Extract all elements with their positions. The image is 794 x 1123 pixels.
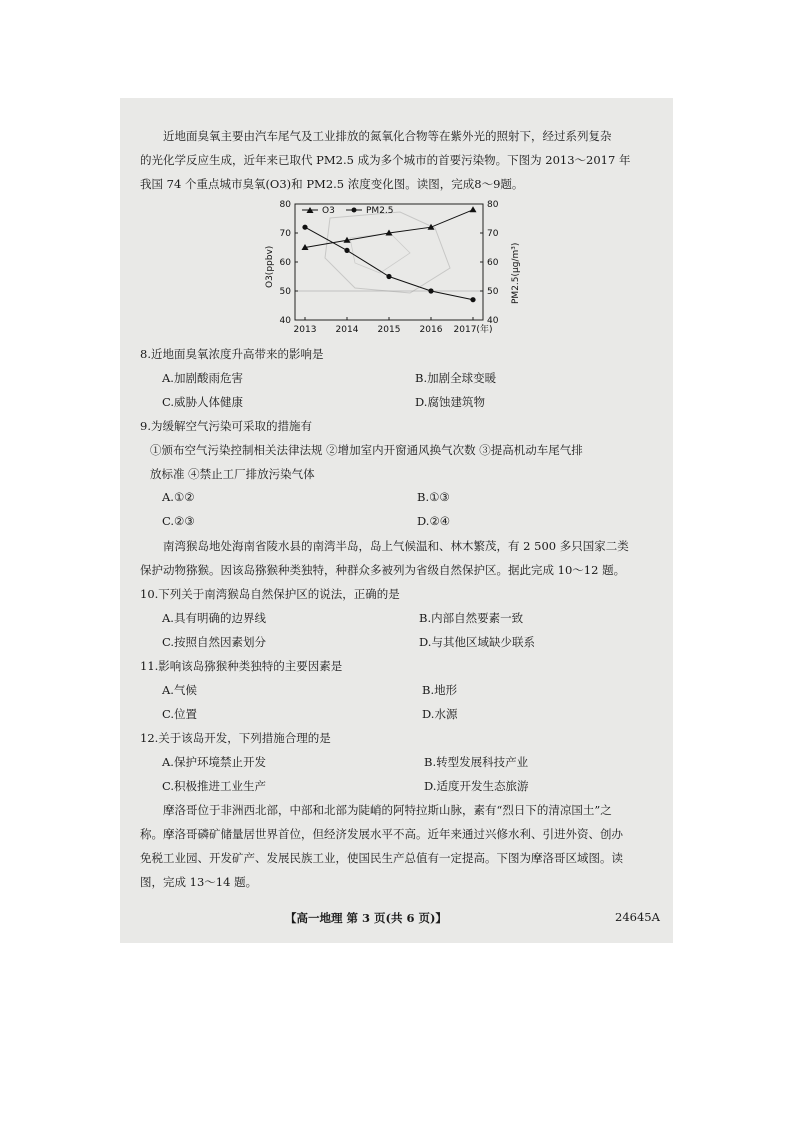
right-tick-label: 60 bbox=[487, 258, 499, 268]
q10-option-a: A.具有明确的边界线 bbox=[162, 611, 266, 625]
intro3-line-1: 摩洛哥位于非洲西北部，中部和北部为陡峭的阿特拉斯山脉，素有“烈日下的清凉国土”之 bbox=[163, 803, 612, 817]
question-8-stem: 8.近地面臭氧浓度升高带来的影响是 bbox=[140, 347, 324, 361]
right-tick-label: 70 bbox=[487, 229, 499, 239]
q9-statements-line-2: 放标准 ④禁止工厂排放污染气体 bbox=[150, 467, 315, 481]
left-axis-label: O3(ppbv) bbox=[265, 245, 275, 288]
page-footer: 【高一地理 第 3 页(共 6 页)】 bbox=[285, 911, 447, 925]
right-tick-label: 40 bbox=[487, 316, 499, 326]
x-tick-label: 2013 bbox=[293, 325, 317, 335]
question-10-stem: 10.下列关于南湾猴岛自然保护区的说法，正确的是 bbox=[140, 587, 400, 601]
intro2-line-1: 南湾猴岛地处海南省陵水县的南湾半岛，岛上气候温和、林木繁茂，有 2 500 多只国家二类 bbox=[163, 539, 629, 553]
q10-option-c: C.按照自然因素划分 bbox=[162, 635, 267, 649]
x-tick-label: 2015 bbox=[377, 325, 401, 335]
pm25-data-point bbox=[302, 225, 307, 230]
left-tick-label: 60 bbox=[279, 258, 291, 268]
q9-option-d: D.②④ bbox=[417, 514, 451, 528]
q8-option-c: C.威胁人体健康 bbox=[162, 395, 244, 409]
q12-option-a: A.保护环境禁止开发 bbox=[162, 755, 266, 769]
right-axis-label: PM2.5(μg/m³) bbox=[511, 242, 521, 304]
intro3-line-3: 免税工业园、开发矿产、发展民族工业，使国民生产总值有一定提高。下图为摩洛哥区域图。读 bbox=[140, 851, 623, 865]
q11-option-d: D.水源 bbox=[422, 707, 458, 721]
question-11-stem: 11.影响该岛猕猴种类独特的主要因素是 bbox=[140, 659, 343, 673]
q8-option-a: A.加剧酸雨危害 bbox=[162, 371, 243, 385]
q9-option-a: A.①② bbox=[162, 490, 195, 504]
intro3-line-4: 图，完成 13～14 题。 bbox=[140, 875, 258, 889]
q8-option-b: B.加剧全球变暖 bbox=[415, 371, 497, 385]
exam-page bbox=[120, 98, 673, 943]
question-9-stem: 9.为缓解空气污染可采取的措施有 bbox=[140, 419, 312, 433]
intro2-line-2: 保护动物猕猴。因该岛猕猴种类独特，种群众多被列为省级自然保护区。据此完成 10～12 题。 bbox=[140, 563, 626, 577]
q11-option-b: B.地形 bbox=[422, 683, 458, 697]
q12-option-b: B.转型发展科技产业 bbox=[424, 755, 529, 769]
q10-option-d: D.与其他区域缺少联系 bbox=[419, 635, 535, 649]
q8-option-d: D.腐蚀建筑物 bbox=[415, 395, 485, 409]
left-tick-label: 40 bbox=[279, 316, 291, 326]
intro3-line-2: 称。摩洛哥磷矿储量居世界首位，但经济发展水平不高。近年来通过兴修水利、引进外资、创办 bbox=[140, 827, 623, 841]
pm25-data-point bbox=[344, 248, 349, 253]
plot-frame bbox=[295, 204, 483, 320]
x-tick-label: 2017(年) bbox=[453, 325, 493, 335]
pm25-data-point bbox=[428, 288, 433, 293]
q12-option-d: D.适度开发生态旅游 bbox=[424, 779, 529, 793]
pm25-data-point bbox=[386, 274, 391, 279]
pm25-data-point bbox=[470, 297, 475, 302]
legend-pm25-label: PM2.5 bbox=[366, 206, 394, 216]
right-tick-label: 50 bbox=[487, 287, 499, 297]
o3-data-point bbox=[470, 206, 477, 212]
q11-option-a: A.气候 bbox=[162, 683, 197, 697]
exam-code: 24645A bbox=[615, 910, 660, 924]
q12-option-c: C.积极推进工业生产 bbox=[162, 779, 267, 793]
question-12-stem: 12.关于该岛开发，下列措施合理的是 bbox=[140, 731, 331, 745]
q11-option-c: C.位置 bbox=[162, 707, 198, 721]
q9-option-b: B.①③ bbox=[417, 490, 450, 504]
intro-line-1: 近地面臭氧主要由汽车尾气及工业排放的氮氧化合物等在紫外光的照射下，经过系列复杂 bbox=[163, 129, 612, 143]
legend-o3-label: O3 bbox=[322, 206, 335, 216]
q10-option-b: B.内部自然要素一致 bbox=[419, 611, 524, 625]
intro-line-3: 我国 74 个重点城市臭氧(O3)和 PM2.5 浓度变化图。读图，完成8～9题。 bbox=[140, 177, 524, 191]
q9-statements-line-1: ①颁布空气污染控制相关法律法规 ②增加室内开窗通风换气次数 ③提高机动车尾气排 bbox=[150, 443, 583, 457]
right-tick-label: 80 bbox=[487, 200, 499, 210]
x-tick-label: 2016 bbox=[419, 325, 443, 335]
q9-option-c: C.②③ bbox=[162, 514, 195, 528]
intro-line-2: 的光化学反应生成，近年来已取代 PM2.5 成为多个城市的首要污染物。下图为 2013～2017 年 bbox=[140, 153, 631, 167]
x-tick-label: 2014 bbox=[335, 325, 359, 335]
left-tick-label: 70 bbox=[279, 229, 291, 239]
left-tick-label: 80 bbox=[279, 200, 291, 210]
ozone-pm25-chart bbox=[260, 198, 530, 343]
left-tick-label: 50 bbox=[279, 287, 291, 297]
legend-pm25-marker bbox=[352, 208, 357, 213]
